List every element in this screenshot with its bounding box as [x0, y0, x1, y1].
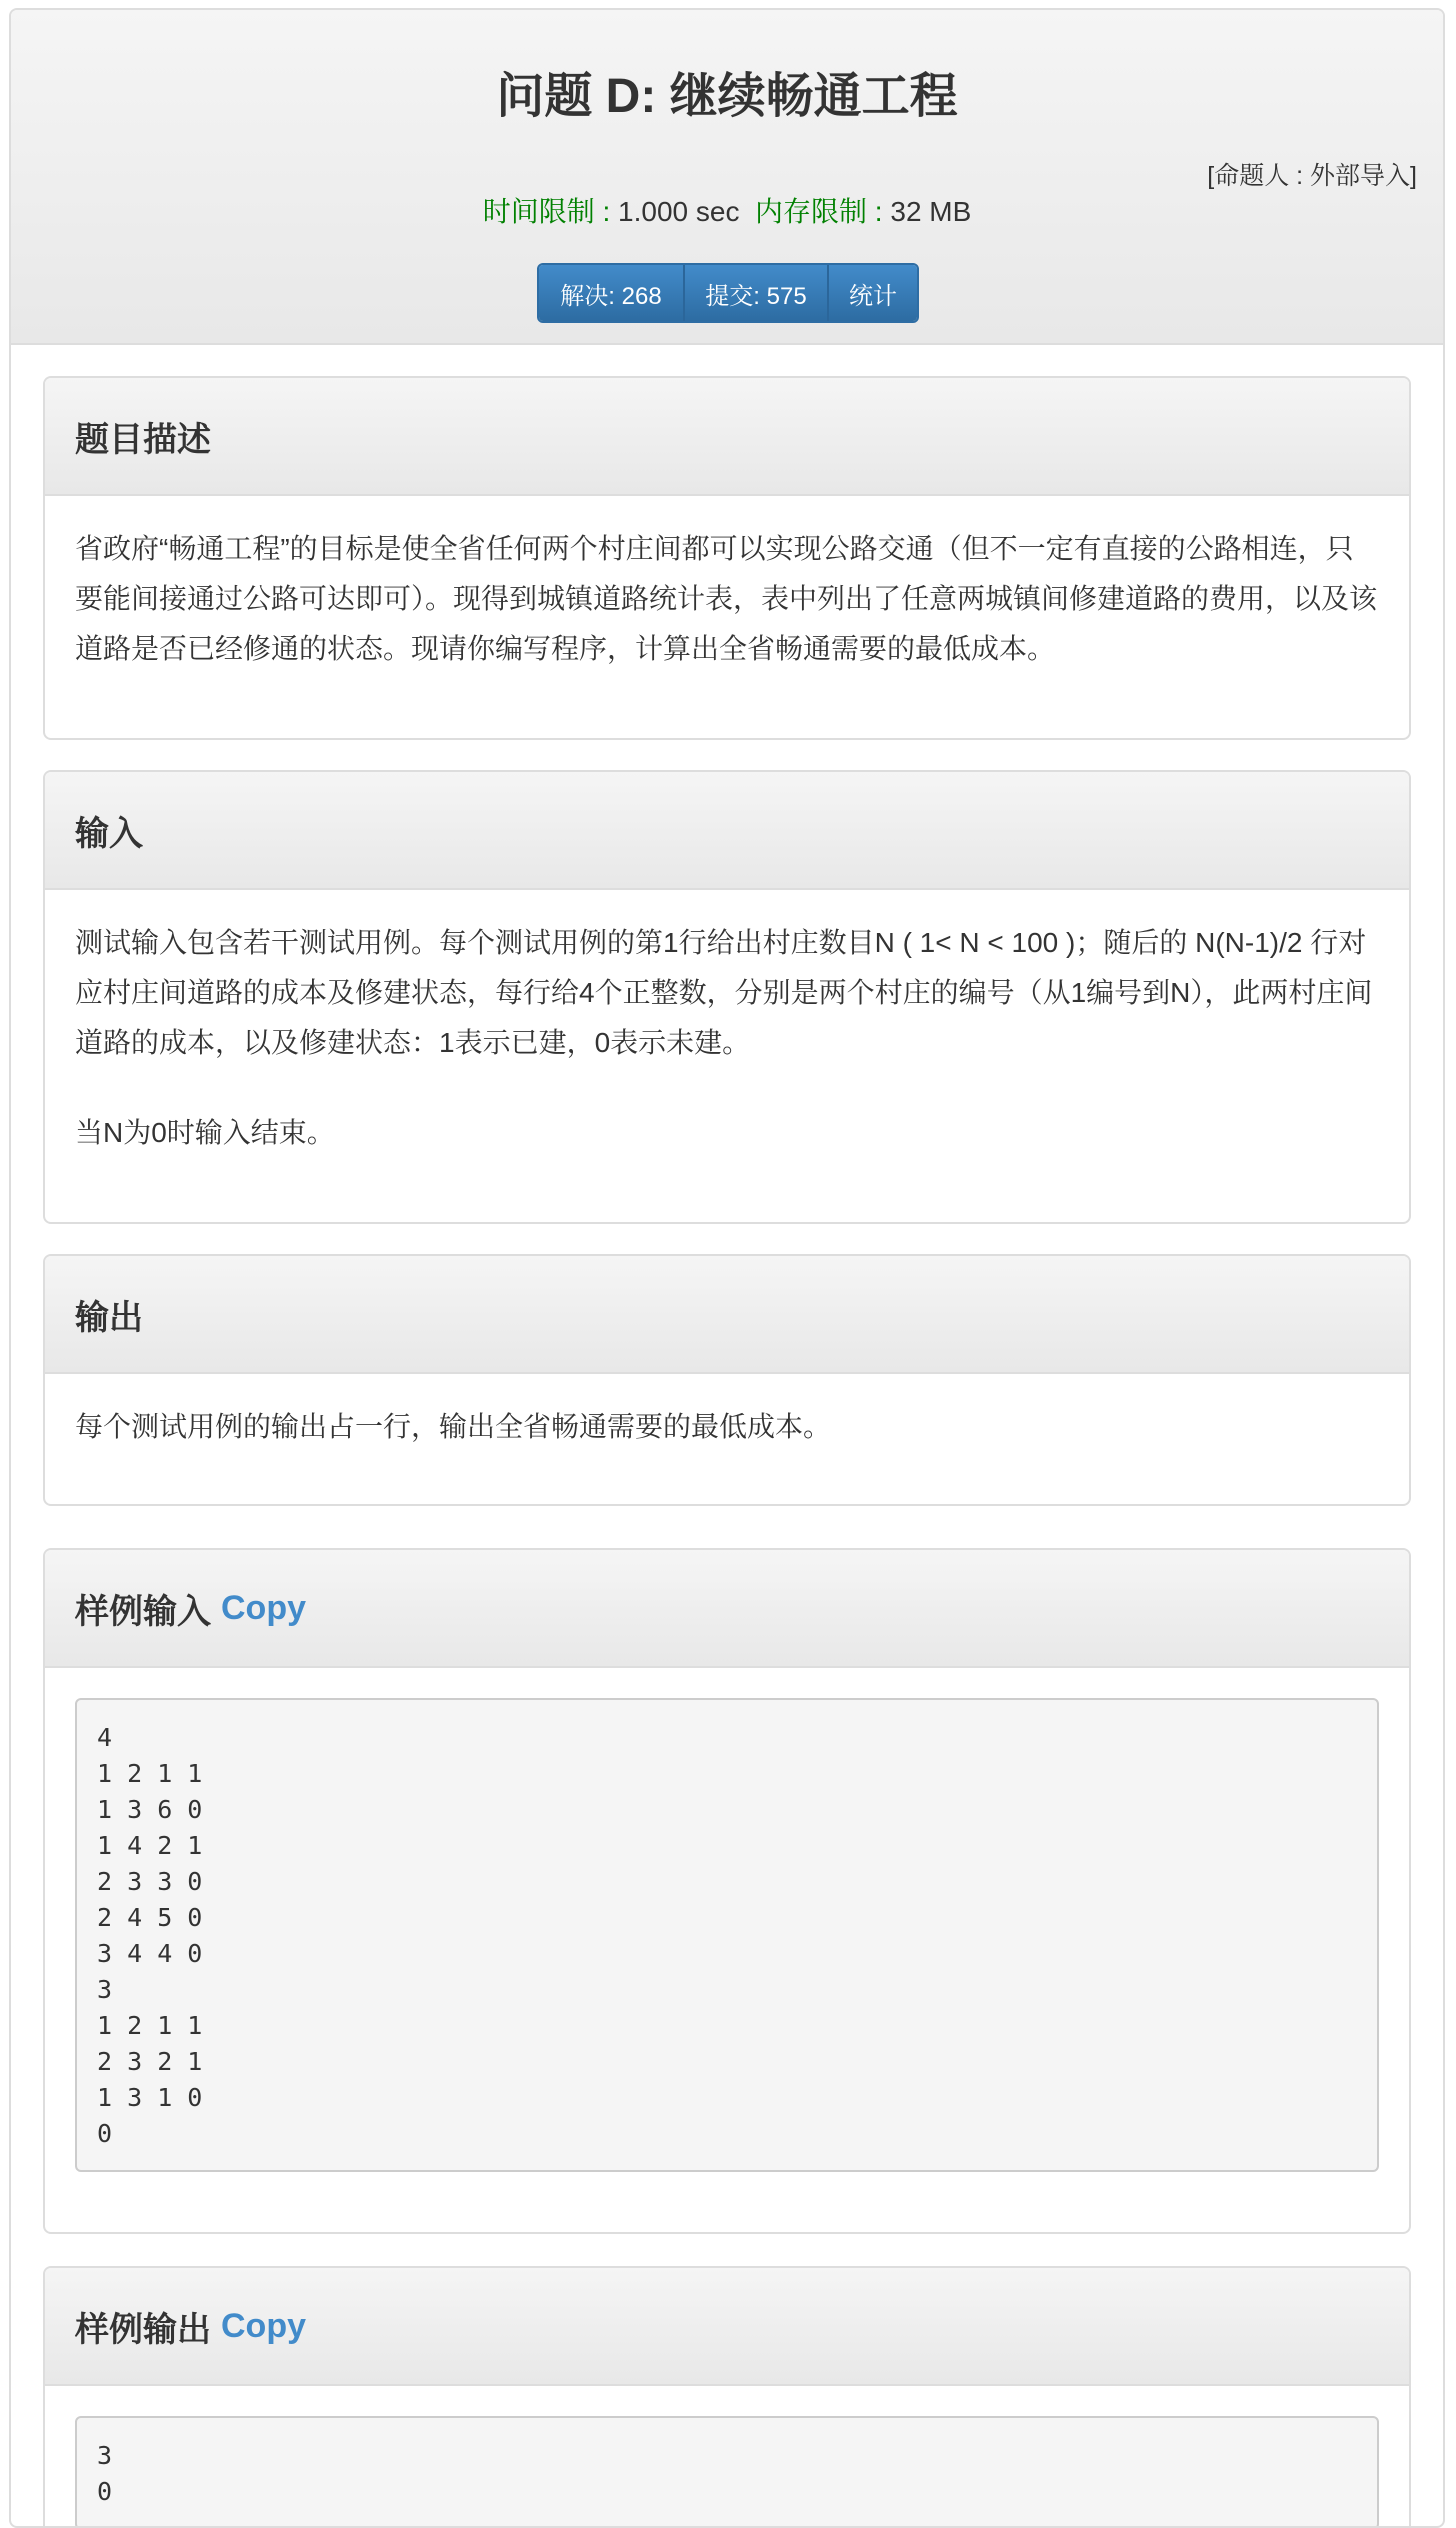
statistics-button[interactable]: 统计	[829, 265, 917, 321]
sample-output-panel	[43, 2266, 1411, 2528]
input-body	[45, 890, 1409, 1158]
description-panel	[43, 376, 1411, 740]
sample-input-copy-link[interactable]: Copy	[221, 1588, 306, 1627]
solved-button[interactable]: 解决: 268	[539, 265, 685, 321]
description-text: 省政府“畅通工程”的目标是使全省任何两个村庄间都可以实现公路交通（但不一定有直接的公路相连，只要能间接通过公路可达即可）。现得到城镇道路统计表，表中列出了任意两城镇间修建道路的费用，以及该道路是否已经修通的状态。现请你编写程序，计算出全省畅通需要的最低成本。	[75, 533, 1378, 664]
sample-output-heading	[45, 2268, 1409, 2386]
output-panel	[43, 1254, 1411, 1506]
output-body	[45, 1374, 1409, 1452]
description-heading	[45, 378, 1409, 496]
sample-output-copy-link[interactable]: Copy	[221, 2306, 306, 2345]
description-heading-text: 题目描述	[75, 420, 211, 459]
submitted-button[interactable]: 提交: 575	[685, 265, 829, 321]
sample-output-code: 3 0	[75, 2416, 1379, 2528]
stats-button-group	[537, 263, 919, 323]
sample-input-heading-text: 样例输入	[75, 1592, 211, 1631]
time-limit-value: 1.000 sec	[610, 196, 756, 227]
sample-input-code: 4 1 2 1 1 1 3 6 0 1 4 2 1 2 3 3 0 2 4 5 0 3 4 4 0 3 1 2 1 1 2 3 2 1 1 3 1 0 0	[75, 1698, 1379, 2172]
memory-limit-value: 32 MB	[882, 196, 972, 227]
output-heading	[45, 1256, 1409, 1374]
sample-input-heading	[45, 1550, 1409, 1668]
problem-title: 问题 D: 继续畅通工程	[496, 70, 958, 123]
time-limit-label: 时间限制 :	[482, 196, 611, 227]
problem-container	[9, 8, 1445, 2528]
sample-output-heading-text: 样例输出	[75, 2310, 211, 2349]
output-text: 每个测试用例的输出占一行，输出全省畅通需要的最低成本。	[75, 1411, 832, 1442]
memory-limit-label: 内存限制 :	[755, 196, 883, 227]
input-text: 测试输入包含若干测试用例。每个测试用例的第1行给出村庄数目N ( 1< N < 100 )；随后的 N(N-1)/2 行对应村庄间道路的成本及修建状态，每行给4个正整数，分别是两个村庄的编号（从1编号到N），此两村庄间道路的成本，以及修建状态：1表示已建，0表示未建。	[75, 927, 1373, 1058]
input-heading	[45, 772, 1409, 890]
input-heading-text: 输入	[75, 814, 143, 853]
sample-input-panel	[43, 1548, 1411, 2234]
problem-header	[11, 10, 1443, 345]
input-panel	[43, 770, 1411, 1224]
output-heading-text: 输出	[75, 1298, 143, 1337]
problem-setter: [命题人 : 外部导入]	[1207, 162, 1417, 190]
description-body	[45, 496, 1409, 674]
input-end-text: 当N为0时输入结束。	[75, 1117, 335, 1148]
limits-line	[11, 190, 1443, 230]
